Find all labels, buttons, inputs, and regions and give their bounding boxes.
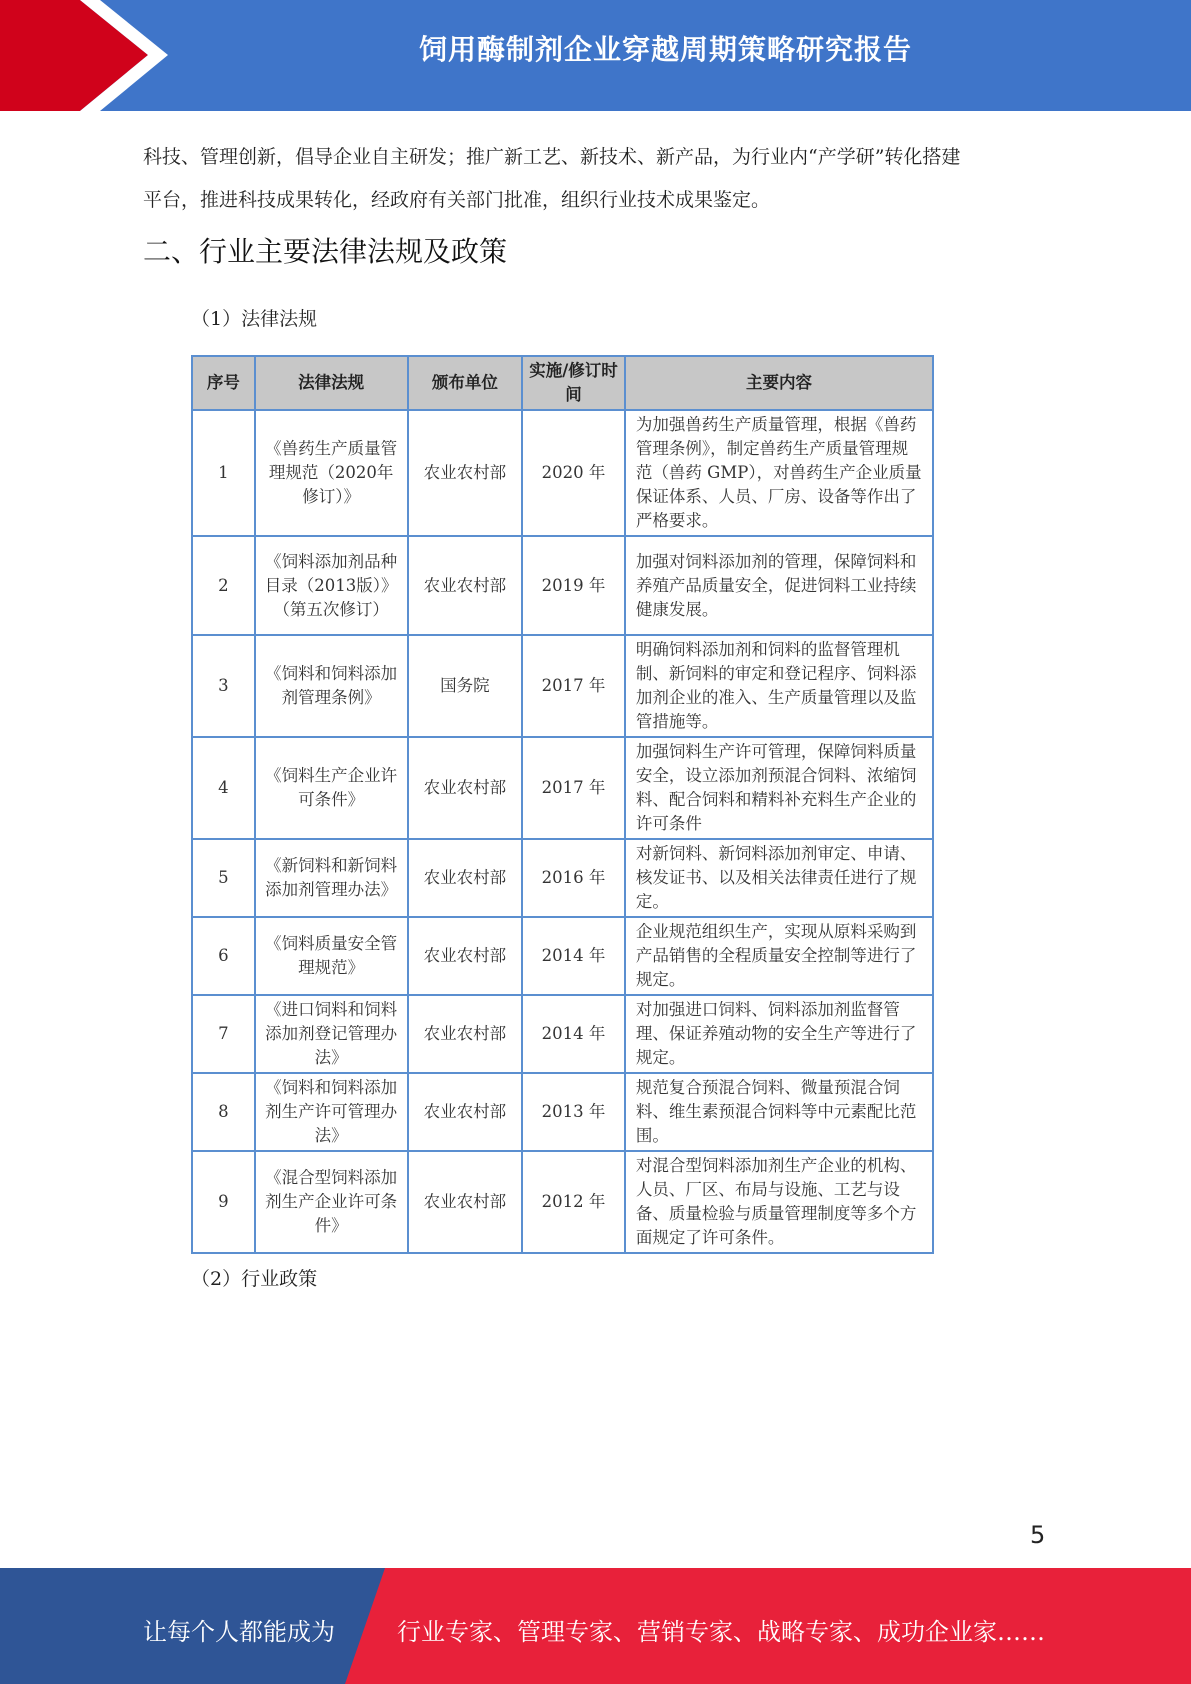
cell-issuer: 农业农村部	[408, 995, 523, 1073]
cell-content: 加强对饲料添加剂的管理，保障饲料和养殖产品质量安全，促进饲料工业持续健康发展。	[625, 536, 933, 635]
cell-year: 2017 年	[522, 737, 625, 839]
report-title: 饲用酶制剂企业穿越周期策略研究报告	[418, 33, 912, 66]
cell-year: 2016 年	[522, 839, 625, 917]
intro-line-1: 科技、管理创新，倡导企业自主研发；推广新工艺、新技术、新产品，为行业内“产学研”转化搭建	[143, 146, 961, 168]
cell-law: 《兽药生产质量管理规范（2020年修订）》	[255, 410, 408, 536]
cell-issuer: 农业农村部	[408, 536, 523, 635]
cell-year: 2019 年	[522, 536, 625, 635]
table-header-row	[192, 356, 933, 410]
cell-issuer: 农业农村部	[408, 410, 523, 536]
page-footer	[0, 1568, 1191, 1684]
cell-content: 对加强进口饲料、饲料添加剂监督管理、保证养殖动物的安全生产等进行了规定。	[625, 995, 933, 1073]
page-number: 5	[1030, 1521, 1046, 1549]
footer-slogan-left: 让每个人都能成为	[143, 1618, 335, 1646]
cell-no: 8	[192, 1073, 255, 1151]
header-issuer: 颁布单位	[408, 356, 523, 410]
laws-table	[191, 355, 934, 1254]
cell-year: 2014 年	[522, 995, 625, 1073]
table-row	[192, 995, 933, 1073]
intro-paragraph	[143, 136, 1073, 222]
cell-no: 3	[192, 635, 255, 737]
subsection-laws-heading: （1）法律法规	[191, 308, 318, 330]
table-row	[192, 410, 933, 536]
cell-content: 明确饲料添加剂和饲料的监督管理机制、新饲料的审定和登记程序、饲料添加剂企业的准入、生产质量管理以及监管措施等。	[625, 635, 933, 737]
table-row	[192, 536, 933, 635]
cell-content: 企业规范组织生产，实现从原料采购到产品销售的全程质量安全控制等进行了规定。	[625, 917, 933, 995]
cell-year: 2013 年	[522, 1073, 625, 1151]
cell-issuer: 农业农村部	[408, 1151, 523, 1253]
cell-no: 5	[192, 839, 255, 917]
footer-slogan-right: 行业专家、管理专家、营销专家、战略专家、成功企业家……	[397, 1618, 1045, 1646]
cell-law: 《饲料和饲料添加剂生产许可管理办法》	[255, 1073, 408, 1151]
cell-content: 加强饲料生产许可管理，保障饲料质量安全，设立添加剂预混合饲料、浓缩饲料、配合饲料和精料补充料生产企业的许可条件	[625, 737, 933, 839]
cell-law: 《进口饲料和饲料添加剂登记管理办法》	[255, 995, 408, 1073]
header-date: 实施/修订时间	[522, 356, 625, 410]
cell-issuer: 国务院	[408, 635, 523, 737]
cell-content: 对混合型饲料添加剂生产企业的机构、人员、厂区、布局与设施、工艺与设备、质量检验与质量管理制度等多个方面规定了许可条件。	[625, 1151, 933, 1253]
table-row	[192, 839, 933, 917]
cell-law: 《饲料和饲料添加剂管理条例》	[255, 635, 408, 737]
cell-year: 2014 年	[522, 917, 625, 995]
page-header	[0, 0, 1191, 111]
cell-law: 《饲料质量安全管理规范》	[255, 917, 408, 995]
cell-content: 规范复合预混合饲料、微量预混合饲料、维生素预混合饲料等中元素配比范围。	[625, 1073, 933, 1151]
cell-no: 4	[192, 737, 255, 839]
header-law: 法律法规	[255, 356, 408, 410]
cell-year: 2017 年	[522, 635, 625, 737]
cell-issuer: 农业农村部	[408, 1073, 523, 1151]
table-row	[192, 1073, 933, 1151]
cell-issuer: 农业农村部	[408, 839, 523, 917]
cell-no: 7	[192, 995, 255, 1073]
cell-content: 对新饲料、新饲料添加剂审定、申请、核发证书、以及相关法律责任进行了规定。	[625, 839, 933, 917]
header-no: 序号	[192, 356, 255, 410]
cell-law: 《饲料生产企业许可条件》	[255, 737, 408, 839]
cell-law: 《饲料添加剂品种目录（2013版）》（第五次修订）	[255, 536, 408, 635]
cell-law: 《新饲料和新饲料添加剂管理办法》	[255, 839, 408, 917]
cell-no: 1	[192, 410, 255, 536]
cell-no: 6	[192, 917, 255, 995]
cell-year: 2012 年	[522, 1151, 625, 1253]
table-row	[192, 737, 933, 839]
table-row	[192, 917, 933, 995]
cell-law: 《混合型饲料添加剂生产企业许可条件》	[255, 1151, 408, 1253]
cell-issuer: 农业农村部	[408, 917, 523, 995]
cell-no: 9	[192, 1151, 255, 1253]
subsection-policy-heading: （2）行业政策	[191, 1268, 318, 1290]
table-row	[192, 1151, 933, 1253]
table-row	[192, 635, 933, 737]
section-heading: 二、行业主要法律法规及政策	[143, 235, 508, 268]
cell-issuer: 农业农村部	[408, 737, 523, 839]
cell-content: 为加强兽药生产质量管理，根据《兽药管理条例》，制定兽药生产质量管理规范（兽药 GMP），对兽药生产企业质量保证体系、人员、厂房、设备等作出了严格要求。	[625, 410, 933, 536]
intro-line-2: 平台，推进科技成果转化，经政府有关部门批准，组织行业技术成果鉴定。	[143, 189, 771, 211]
header-content: 主要内容	[625, 356, 933, 410]
cell-no: 2	[192, 536, 255, 635]
cell-year: 2020 年	[522, 410, 625, 536]
